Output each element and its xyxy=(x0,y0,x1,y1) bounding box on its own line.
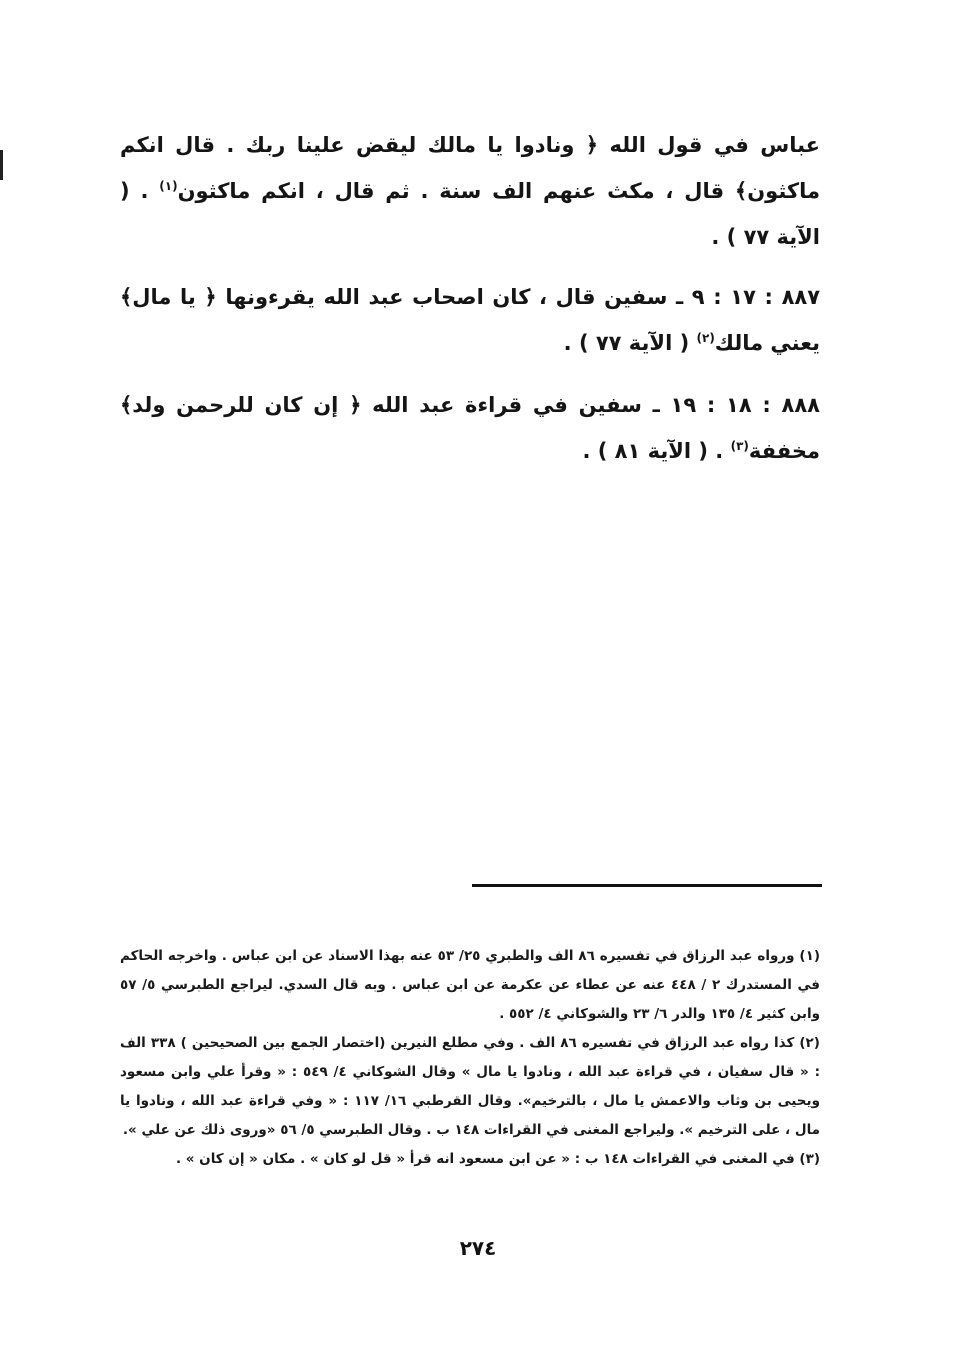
paragraph-1-text: عباس في قول الله ﴿ ونادوا يا مالك ليقض علينا ربك . قال انكم ماكثون﴾ قال ، مكث عنهم الف سنة . ثم قال ، انكم ماكثون xyxy=(120,133,820,203)
paragraph-887 xyxy=(120,274,820,366)
paragraph-888-verse: . ( الآية ٨١ ) . xyxy=(582,439,731,463)
footnote-ref-2[interactable]: (٢) xyxy=(696,331,715,345)
paragraph-887-verse: ( الآية ٧٧ ) . xyxy=(563,331,697,355)
paragraph-888-text: ٨٨٨ : ١٨ : ١٩ ـ سفين في قراءة عبد الله ﴿ إن كان للرحمن ولد﴾ مخففة xyxy=(120,393,820,463)
footnote-separator xyxy=(472,884,822,887)
footnotes xyxy=(120,942,820,1174)
page-number: ٢٧٤ xyxy=(459,1236,497,1260)
footnote-ref-3[interactable]: (٣) xyxy=(730,439,749,453)
main-text xyxy=(120,122,820,490)
footnote-3: (٣) في المغنى في القراءات ١٤٨ ب : « عن ابن مسعود انه قرأ « قل لو كان » . مكان « إن كان » . xyxy=(175,1151,820,1167)
footnote-1: (١) ورواه عبد الرزاق في تفسيره ٨٦ الف والطبري ٢٥/ ٥٣ عنه بهذا الاسناد عن ابن عباس . واخرجه الحاكم في المستدرك ٢ / ٤٤٨ عنه عن عطاء عن عكرمة عن ابن عباس . وبه قال السدي. ليراجع الطبرسي ٥/ ٥٧ وابن كثير ٤/ ١٣٥ والدر ٦/ ٢٣ والشوكاني ٤/ ٥٥٢ . xyxy=(120,948,820,1022)
paragraph-887-text: ٨٨٧ : ١٧ : ٩ ـ سفين قال ، كان اصحاب عبد الله يقرءونها ﴿ يا مال﴾ يعني مالك xyxy=(120,285,821,355)
footnote-2: (٢) كذا رواه عبد الرزاق في تفسيره ٨٦ الف . وفي مطلع النيرين (اختصار الجمع بين الصحيحين ) ٣٣٨ الف : « قال سفيان ، في قراءة عبد الله ، ونادوا يا مال » وقال الشوكاني ٤/ ٥٤٩ : « وقرأ علي وابن مسعود ويحيى بن وثاب والاعمش يا مال ، بالترخيم». وقال القرطبي ١٦/ ١١٧ : « وفي قراءة عبد الله ، ونادوا يا مال ، على الترخيم ». وليراجع المغنى في القراءات ١٤٨ ب . وقال الطبرسي ٥/ ٥٦ «وروى ذلك عن علي ». xyxy=(120,1035,820,1138)
paragraph-1 xyxy=(120,122,820,260)
paragraph-1-verse: . ( الآية ٧٧ ) . xyxy=(120,179,820,249)
margin-mark xyxy=(0,150,3,180)
footnote-ref-1[interactable]: (١) xyxy=(159,179,178,193)
paragraph-888 xyxy=(120,382,820,474)
